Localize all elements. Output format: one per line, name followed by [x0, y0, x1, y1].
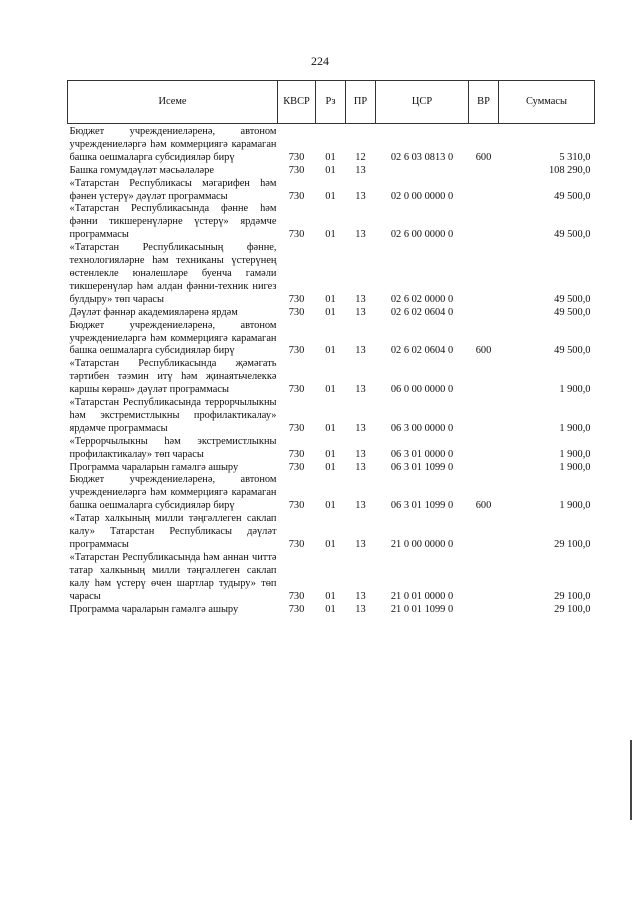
row-sum: 1 900,0: [559, 422, 591, 434]
table-row: [68, 124, 595, 165]
table-row: [68, 320, 595, 359]
row-csr: 21 0 01 0000 0: [390, 590, 454, 602]
scan-edge-mark: [630, 740, 632, 820]
row-vr: 600: [475, 151, 492, 163]
row-name: «Татарстан Республикасы мәгарифен һәм фәнен үстерү» дәүләт программасы: [69, 177, 277, 202]
row-vr: [469, 604, 499, 617]
row-rz: 01: [325, 293, 336, 305]
row-vr: [469, 358, 499, 397]
row-name: «Татарстан Республикасында террорчылыкны һәм экстремистлыкны профилактикалау» ярдәмче программасы: [69, 397, 277, 434]
row-kvsr: 730: [288, 448, 305, 460]
table-row: [68, 307, 595, 320]
table-row: [68, 203, 595, 242]
row-name: Бюджет учреждениеләренә, автоном учреждениеләргә һәм коммерциягә карамаган башка оешмаларга субсидияләр бирү: [69, 319, 277, 357]
row-sum: 29 100,0: [554, 539, 591, 550]
row-vr: [469, 203, 499, 242]
row-sum: 1 900,0: [559, 500, 591, 512]
row-rz: 01: [325, 190, 336, 202]
row-name: Бюджет учреждениеләренә, автоном учреждениеләргә һәм коммерциягә карамаган башка оешмаларга субсидияләр бирү: [69, 474, 277, 512]
row-pr: 13: [355, 164, 366, 176]
row-name: Программа чараларын гамәлгә ашыру: [69, 603, 239, 615]
row-kvsr: 730: [288, 500, 305, 512]
row-pr: 13: [355, 603, 366, 615]
row-csr: 06 3 01 1099 0: [390, 500, 454, 512]
row-rz: 01: [325, 384, 336, 396]
table-row: [68, 513, 595, 552]
row-csr: 06 3 01 0000 0: [390, 448, 454, 460]
row-rz: 01: [325, 164, 336, 176]
row-pr: 13: [355, 422, 366, 434]
row-csr: [376, 165, 469, 178]
page-number: 224: [311, 54, 329, 68]
row-name: Башка гомумдәүләт мәсьәләләре: [69, 164, 214, 176]
row-rz: 01: [325, 306, 336, 318]
row-name: «Татарстан Республикасында җәмәгать тәртибен тәэмин итү һәм җинаятьчелеккә каршы көрәш» дәүләт программасы: [69, 358, 277, 396]
row-sum: 29 100,0: [554, 603, 591, 615]
row-rz: 01: [325, 539, 336, 550]
budget-table: [67, 80, 595, 616]
row-csr: 21 0 00 0000 0: [390, 539, 454, 550]
row-kvsr: 730: [288, 590, 305, 602]
row-vr: [469, 513, 499, 552]
row-sum: 49 500,0: [554, 293, 591, 305]
row-name: «Татарстан Республикасында һәм аннан читтә татар халкының милли тәңгәллеген саклап калу һәм үстерү өчен шартлар тудыру» төп чарасы: [69, 551, 277, 602]
row-vr: 600: [475, 345, 492, 357]
row-csr: 02 6 02 0000 0: [390, 293, 454, 305]
row-csr: 02 0 00 0000 0: [390, 190, 454, 202]
row-sum: 1 900,0: [559, 448, 591, 460]
header-vr: ВР: [469, 81, 499, 124]
row-vr: [469, 436, 499, 462]
row-sum: 108 290,0: [548, 164, 591, 176]
row-name: «Террорчылыкны һәм экстремистлыкны профилактикалау» төп чарасы: [69, 435, 277, 460]
row-vr: [469, 462, 499, 475]
row-csr: 06 3 01 1099 0: [390, 461, 454, 473]
row-name: Бюджет учреждениеләренә, автоном учреждениеләргә һәм коммерциягә карамаган башка оешмаларга субсидияләр бирү: [69, 126, 277, 163]
row-kvsr: 730: [288, 603, 305, 615]
row-vr: [469, 307, 499, 320]
row-rz: 01: [325, 345, 336, 357]
row-vr: [469, 552, 499, 604]
table-row: [68, 242, 595, 307]
row-pr: 13: [355, 590, 366, 602]
row-pr: 13: [355, 345, 366, 357]
row-sum: 1 900,0: [559, 384, 591, 396]
row-kvsr: 730: [288, 293, 305, 305]
row-vr: [469, 397, 499, 436]
row-rz: 01: [325, 461, 336, 473]
row-kvsr: 730: [288, 229, 305, 241]
row-pr: 13: [355, 384, 366, 396]
row-rz: 01: [325, 151, 336, 163]
row-kvsr: 730: [288, 164, 305, 176]
table-row: [68, 604, 595, 617]
row-csr: 02 6 02 0604 0: [390, 306, 454, 318]
row-name: Дәүләт фәннәр академияләренә ярдәм: [69, 306, 238, 318]
row-pr: 13: [355, 461, 366, 473]
row-vr: [469, 178, 499, 204]
row-pr: 13: [355, 190, 366, 202]
row-kvsr: 730: [288, 151, 305, 163]
row-name: «Татарстан Республикасында фәнне һәм фәнни тикшеренүләрне үстерү» ярдәмче программасы: [69, 203, 277, 241]
table-row: [68, 178, 595, 204]
row-sum: 49 500,0: [554, 345, 591, 357]
row-name: Программа чараларын гамәлгә ашыру: [69, 461, 239, 473]
row-sum: 5 310,0: [559, 151, 591, 163]
row-sum: 49 500,0: [554, 229, 591, 241]
row-kvsr: 730: [288, 345, 305, 357]
header-sum: Суммасы: [499, 81, 595, 124]
row-csr: 02 6 02 0604 0: [390, 345, 454, 357]
row-sum: 49 500,0: [554, 190, 591, 202]
table-row: [68, 358, 595, 397]
table-row: [68, 462, 595, 475]
row-csr: 21 0 01 1099 0: [390, 603, 454, 615]
row-kvsr: 730: [288, 461, 305, 473]
row-sum: 49 500,0: [554, 306, 591, 318]
row-rz: 01: [325, 500, 336, 512]
row-pr: 13: [355, 448, 366, 460]
row-kvsr: 730: [288, 539, 305, 550]
table-row: [68, 436, 595, 462]
row-vr: [469, 242, 499, 307]
row-vr: 600: [475, 500, 492, 512]
row-kvsr: 730: [288, 190, 305, 202]
row-rz: 01: [325, 448, 336, 460]
header-pr: ПР: [346, 81, 376, 124]
table-row: [68, 474, 595, 513]
row-csr: 02 6 03 0813 0: [390, 151, 454, 163]
row-vr: [469, 165, 499, 178]
table-row: [68, 397, 595, 436]
header-rz: Рз: [316, 81, 346, 124]
header-csr: ЦСР: [376, 81, 469, 124]
row-kvsr: 730: [288, 422, 305, 434]
row-rz: 01: [325, 229, 336, 241]
row-kvsr: 730: [288, 306, 305, 318]
row-pr: 13: [355, 293, 366, 305]
row-name: «Татар халкының милли тәңгәллеген саклап калу» Татарстан Республикасы дәүләт программасы: [69, 513, 277, 550]
row-csr: 06 0 00 0000 0: [390, 384, 454, 396]
table-row: [68, 165, 595, 178]
row-pr: 13: [355, 539, 366, 550]
row-sum: 29 100,0: [554, 590, 591, 602]
row-rz: 01: [325, 590, 336, 602]
row-pr: 13: [355, 500, 366, 512]
row-pr: 13: [355, 229, 366, 241]
header-kvsr: КВСР: [278, 81, 316, 124]
header-row: [68, 81, 595, 124]
row-sum: 1 900,0: [559, 461, 591, 473]
row-pr: 13: [355, 306, 366, 318]
row-csr: 02 6 00 0000 0: [390, 229, 454, 241]
table-row: [68, 552, 595, 604]
row-csr: 06 3 00 0000 0: [390, 422, 454, 434]
row-rz: 01: [325, 422, 336, 434]
row-name: «Татарстан Республикасының фәнне, технологияләрне һәм техниканы үстерүнең өстенлекле юнәлешләре буенча гамәли тикшеренүләр һәм алдан фәнни-техник нигез булдыру» төп чарасы: [69, 242, 277, 305]
header-name: Исеме: [68, 81, 278, 124]
row-pr: 12: [355, 151, 366, 163]
row-kvsr: 730: [288, 384, 305, 396]
row-rz: 01: [325, 603, 336, 615]
